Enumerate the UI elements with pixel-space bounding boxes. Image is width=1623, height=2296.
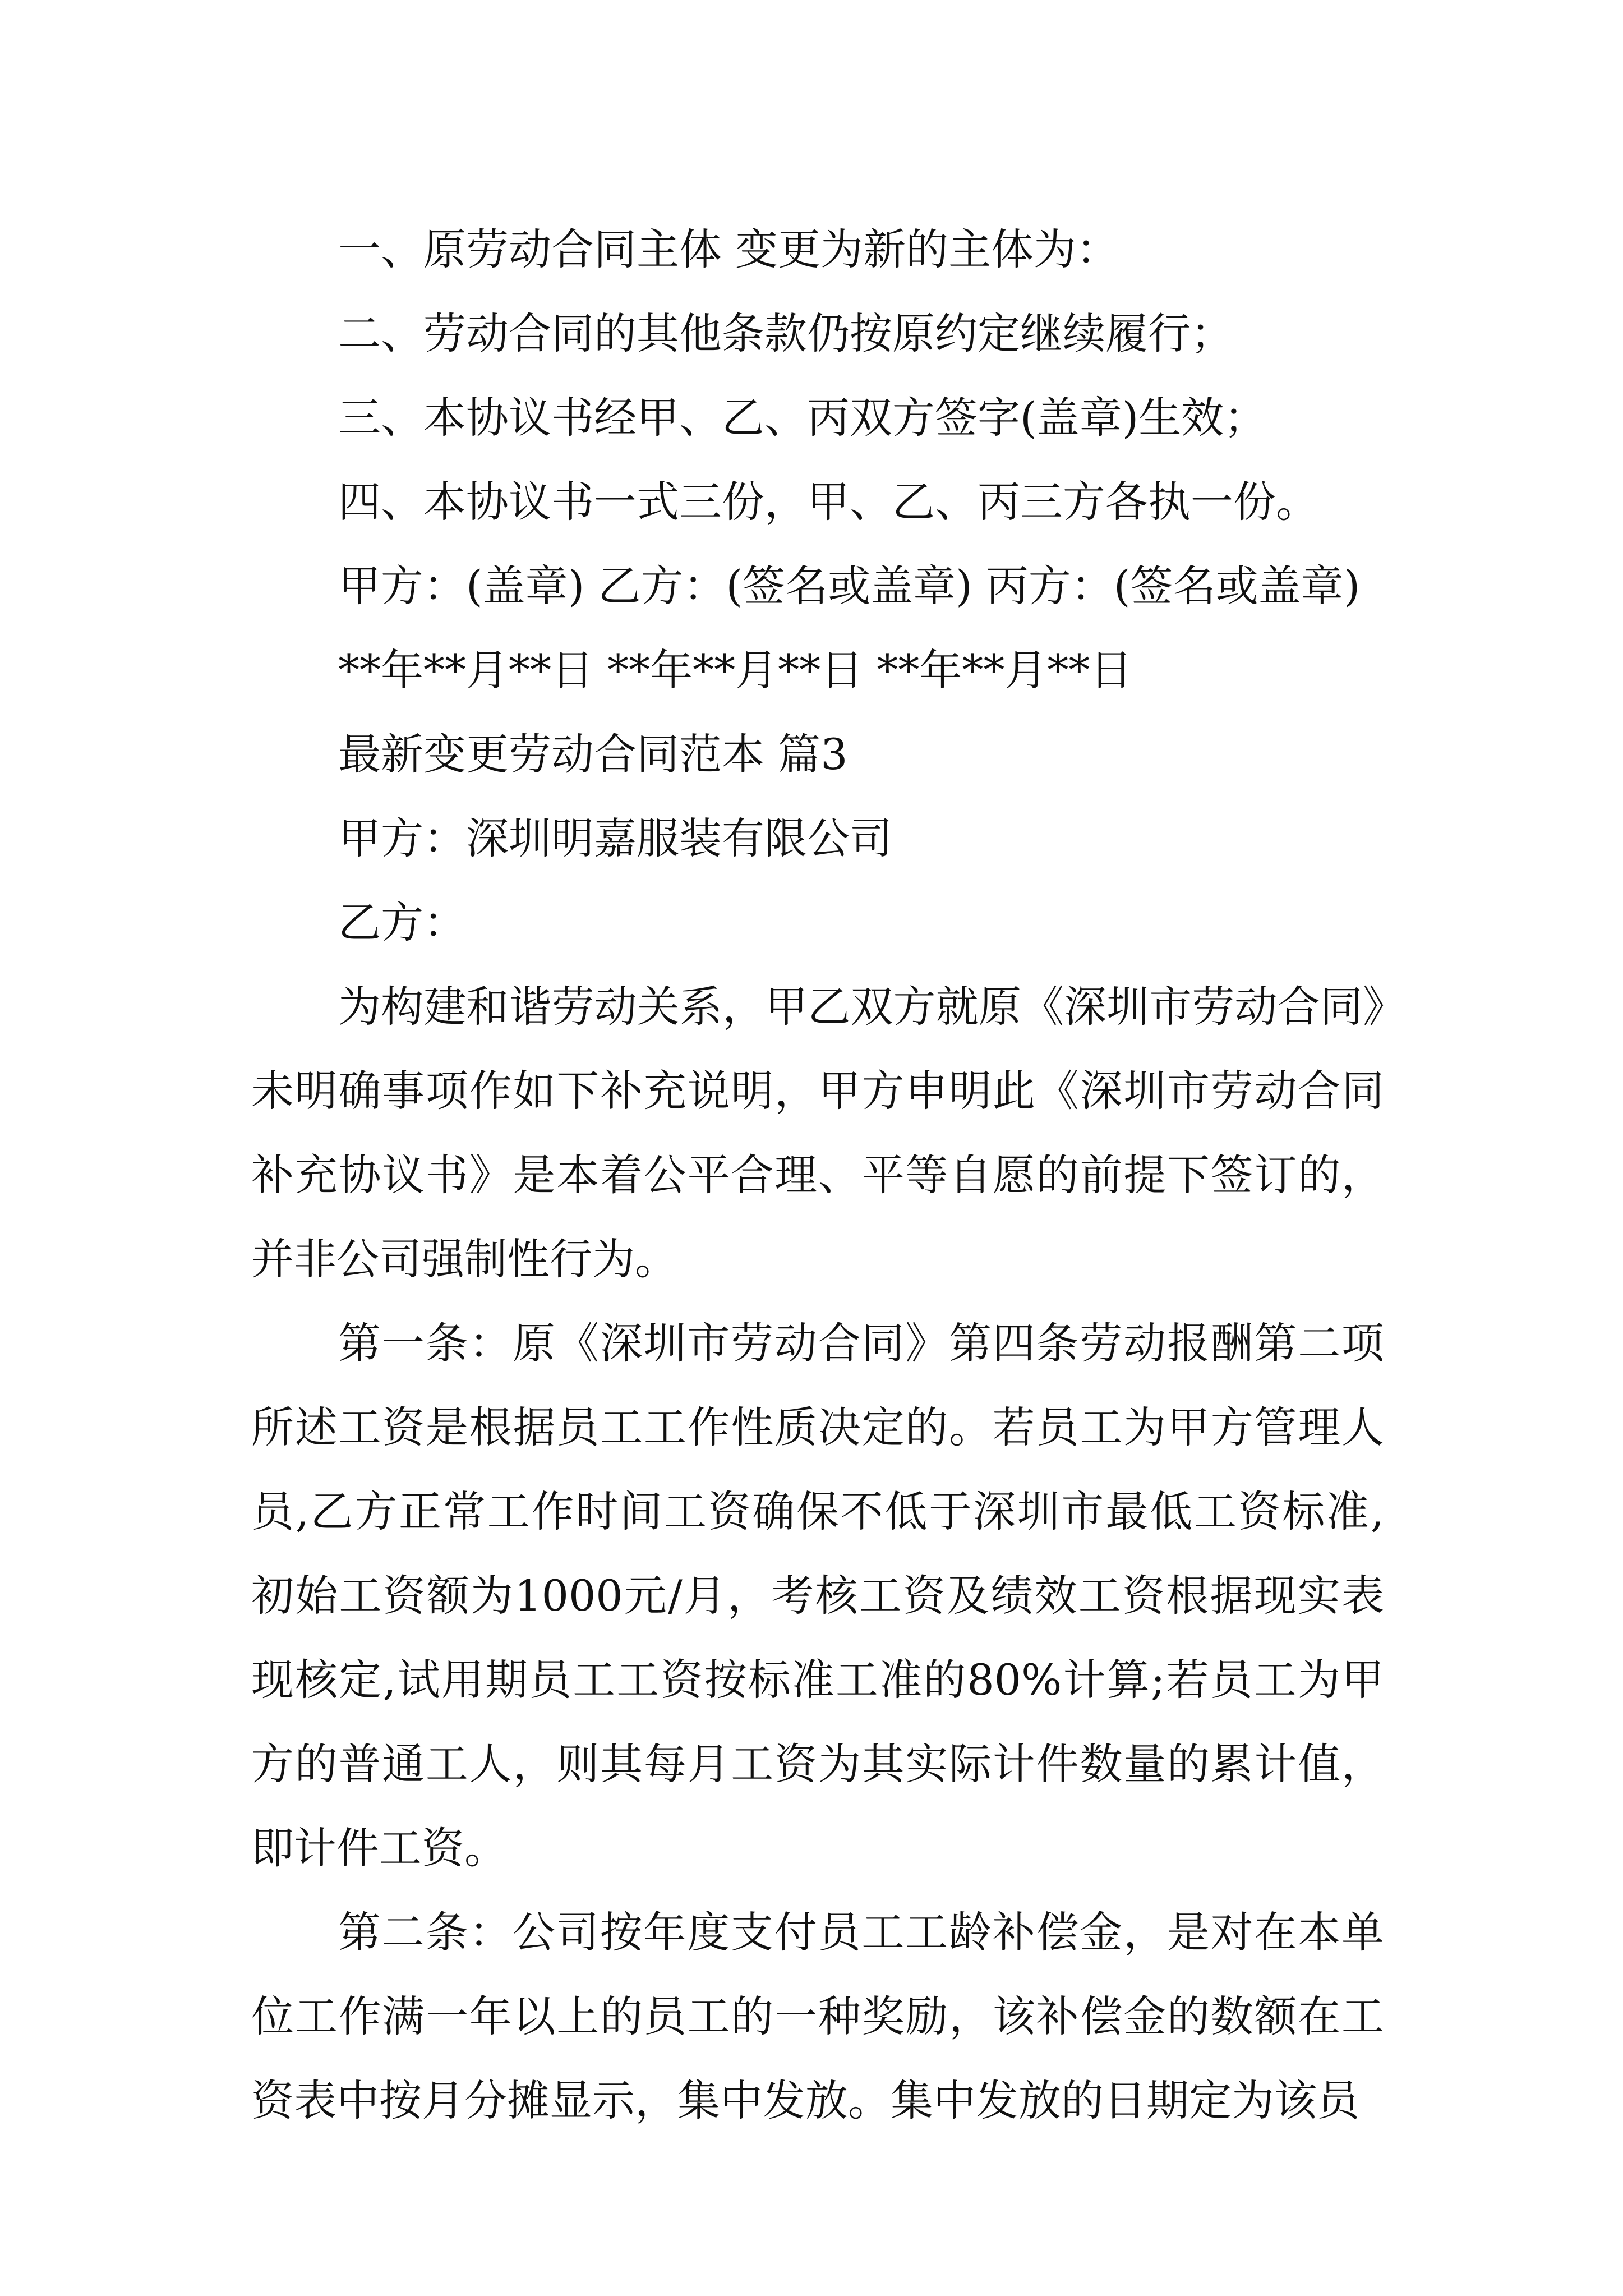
article-2-paragraph: 第二条：公司按年度支付员工工龄补偿金，是对在本单位工作满一年以上的员工的一种奖励，该补偿金的数额在工资表中按月分摊显示，集中发放。集中发放的日期定为该员 — [251, 1907, 1384, 2125]
section-title: 最新变更劳动合同范本 篇3 — [338, 729, 848, 779]
clause-1: 一、原劳动合同主体 变更为新的主体为： — [338, 224, 1119, 274]
clause-4: 四、本协议书一式三份，甲、乙、丙三方各执一份。 — [338, 477, 1318, 527]
signature-parties: 甲方：(盖章) 乙方：(签名或盖章) 丙方：(签名或盖章) — [338, 561, 1361, 611]
clause-3: 三、本协议书经甲、乙、丙双方签字(盖章)生效； — [338, 393, 1267, 443]
party-b: 乙方： — [338, 898, 466, 947]
document-body — [251, 208, 1384, 2143]
preamble-paragraph: 为构建和谐劳动关系，甲乙双方就原《深圳市劳动合同》未明确事项作如下补充说明，甲方申明此《深圳市劳动合同补充协议书》是本着公平合理、平等自愿的前提下签订的，并非公司强制性行为。 — [251, 982, 1384, 1284]
article-1-paragraph: 第一条：原《深圳市劳动合同》第四条劳动报酬第二项所述工资是根据员工工作性质决定的。若员工为甲方管理人员,乙方正常工作时间工资确保不低于深圳市最低工资标准,初始工资额为1000元/月，考核工资及绩效工资根据现实表现核定,试用期员工工资按标准工准的80%计算;若员工为甲方的普通工人，则其每月工资为其实际计件数量的累计值，即计件工资。 — [251, 1318, 1384, 1873]
signature-dates: **年**月**日 **年**月**日 **年**月**日 — [338, 645, 1133, 695]
clause-2: 二、劳动合同的其他条款仍按原约定继续履行； — [338, 309, 1233, 358]
party-a: 甲方：深圳明嘉服装有限公司 — [338, 813, 892, 863]
